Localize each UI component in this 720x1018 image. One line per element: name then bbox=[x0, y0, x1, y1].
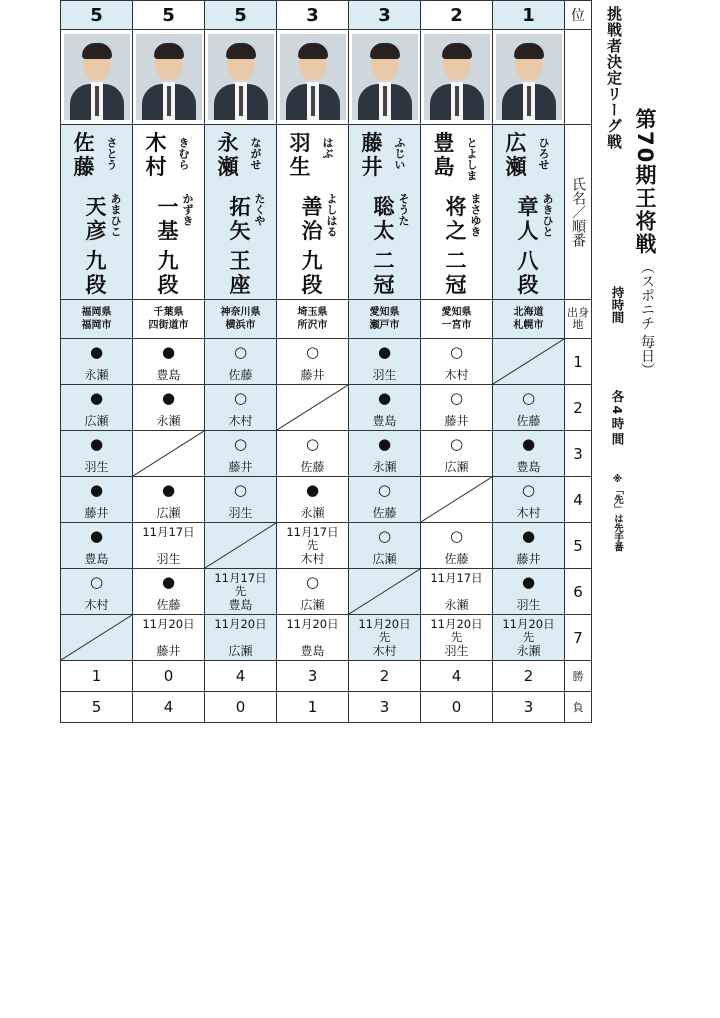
player-title: 王座 bbox=[229, 249, 251, 297]
player-rank: 1 bbox=[493, 1, 565, 30]
result-mark: ● bbox=[89, 389, 104, 407]
round-row bbox=[61, 431, 592, 477]
opponent-name: 豊島 bbox=[300, 644, 325, 658]
opponent-name: 広瀬 bbox=[84, 414, 109, 428]
result-mark: ● bbox=[89, 481, 104, 499]
game-cell bbox=[349, 615, 421, 661]
bye-cell bbox=[61, 615, 133, 661]
game-cell bbox=[421, 431, 493, 477]
result-mark: ● bbox=[521, 435, 536, 453]
origin-city: 所沢市 bbox=[297, 320, 328, 331]
player-title: 九段 bbox=[85, 249, 107, 297]
opponent-name: 永瀬 bbox=[444, 598, 469, 612]
game-cell bbox=[61, 385, 133, 431]
opponent-name: 豊島 bbox=[228, 598, 253, 612]
player-title: 二冠 bbox=[373, 249, 395, 297]
game-cell bbox=[205, 385, 277, 431]
result-mark: ○ bbox=[449, 527, 464, 545]
result-mark: ○ bbox=[305, 343, 320, 361]
player-photo-cell bbox=[205, 30, 277, 125]
round-row bbox=[61, 523, 592, 569]
bye-slash bbox=[277, 385, 348, 430]
opponent-name: 佐藤 bbox=[372, 506, 397, 520]
origin-city: 福岡市 bbox=[81, 320, 112, 331]
opponent-name: 藤井 bbox=[228, 460, 253, 474]
result-mark: ● bbox=[521, 527, 536, 545]
opponent-name: 広瀬 bbox=[300, 598, 325, 612]
win-count: 3 bbox=[277, 661, 349, 692]
player-origin bbox=[421, 300, 493, 339]
result-mark: ○ bbox=[521, 481, 536, 499]
game-cell bbox=[61, 569, 133, 615]
player-name-cell bbox=[205, 125, 277, 300]
opponent-name: 広瀬 bbox=[444, 460, 469, 474]
origin-prefecture: 千葉県 bbox=[153, 307, 184, 318]
player-surname: 豊島 bbox=[433, 131, 455, 179]
sente-marker: 先 bbox=[378, 630, 391, 644]
result-mark: ○ bbox=[233, 481, 248, 499]
opponent-name: 木村 bbox=[228, 414, 253, 428]
player-photo-cell bbox=[349, 30, 421, 125]
player-origin bbox=[277, 300, 349, 339]
wins-label: 勝 bbox=[565, 661, 592, 692]
origin-prefecture: 愛知県 bbox=[441, 307, 472, 318]
loss-count: 1 bbox=[277, 692, 349, 723]
game-cell bbox=[277, 523, 349, 569]
loss-count: 3 bbox=[493, 692, 565, 723]
player-name-cell bbox=[277, 125, 349, 300]
game-cell bbox=[133, 477, 205, 523]
result-mark: ○ bbox=[305, 435, 320, 453]
time-label: 持時間 bbox=[610, 286, 625, 324]
game-cell bbox=[277, 339, 349, 385]
opponent-name: 永瀬 bbox=[156, 414, 181, 428]
player-photo bbox=[496, 34, 562, 120]
player-photo-cell bbox=[133, 30, 205, 125]
photo-row bbox=[61, 30, 592, 125]
player-title: 八段 bbox=[517, 249, 539, 297]
opponent-name: 永瀬 bbox=[372, 460, 397, 474]
round-number: 3 bbox=[565, 431, 592, 477]
origin-prefecture: 埼玉県 bbox=[297, 307, 328, 318]
given-name-reading: あまひこ bbox=[109, 193, 122, 237]
bye-slash bbox=[421, 477, 492, 522]
player-given-name: 善治 bbox=[301, 195, 323, 243]
scheduled-game bbox=[205, 572, 276, 598]
game-cell bbox=[61, 523, 133, 569]
result-mark: ○ bbox=[233, 389, 248, 407]
game-date: 11月20日 bbox=[502, 617, 555, 631]
result-mark: ○ bbox=[521, 389, 536, 407]
result-mark: ● bbox=[89, 343, 104, 361]
game-cell bbox=[421, 385, 493, 431]
game-date: 11月20日 bbox=[286, 617, 339, 631]
player-title: 九段 bbox=[157, 249, 179, 297]
player-title: 九段 bbox=[301, 249, 323, 297]
game-cell bbox=[133, 523, 205, 569]
opponent-name: 羽生 bbox=[156, 552, 181, 566]
game-date: 11月20日 bbox=[430, 617, 483, 631]
opponent-name: 藤井 bbox=[444, 414, 469, 428]
origin-label: 出身地 bbox=[565, 300, 592, 339]
origin-prefecture: 福岡県 bbox=[81, 307, 112, 318]
origin-city: 瀬戸市 bbox=[369, 320, 400, 331]
scheduled-game bbox=[133, 618, 204, 631]
loss-count: 0 bbox=[421, 692, 493, 723]
player-surname: 永瀬 bbox=[217, 131, 239, 179]
player-photo bbox=[136, 34, 202, 120]
surname-reading: ふじい bbox=[393, 137, 406, 170]
player-photo bbox=[280, 34, 346, 120]
opponent-name: 佐藤 bbox=[444, 552, 469, 566]
player-name-cell bbox=[349, 125, 421, 300]
surname-reading: ながせ bbox=[249, 137, 262, 170]
loss-count: 0 bbox=[205, 692, 277, 723]
origin-city: 横浜市 bbox=[225, 320, 256, 331]
scheduled-game bbox=[205, 618, 276, 631]
game-cell bbox=[349, 523, 421, 569]
opponent-name: 藤井 bbox=[516, 552, 541, 566]
player-title: 二冠 bbox=[445, 249, 467, 297]
given-name-reading: かずき bbox=[181, 193, 194, 226]
name-order-label: 氏名／順番 bbox=[565, 125, 592, 300]
surname-reading: とよしま bbox=[465, 137, 478, 181]
player-rank: 5 bbox=[133, 1, 205, 30]
win-count: 2 bbox=[349, 661, 421, 692]
game-cell bbox=[493, 477, 565, 523]
player-name-cell bbox=[421, 125, 493, 300]
sente-marker: 先 bbox=[450, 630, 463, 644]
sente-marker: 先 bbox=[306, 538, 319, 552]
bye-slash bbox=[205, 523, 276, 568]
result-mark: ● bbox=[521, 573, 536, 591]
bye-slash bbox=[61, 615, 132, 660]
game-cell bbox=[421, 569, 493, 615]
game-cell bbox=[133, 615, 205, 661]
opponent-name: 藤井 bbox=[84, 506, 109, 520]
origin-city: 四街道市 bbox=[148, 320, 189, 331]
round-number: 7 bbox=[565, 615, 592, 661]
opponent-name: 羽生 bbox=[372, 368, 397, 382]
bye-slash bbox=[493, 339, 564, 384]
bye-cell bbox=[493, 339, 565, 385]
rank-row bbox=[61, 1, 592, 30]
player-photo-cell bbox=[277, 30, 349, 125]
player-photo bbox=[424, 34, 490, 120]
game-date: 11月17日 bbox=[214, 571, 267, 585]
given-name-reading: あきひと bbox=[541, 193, 554, 237]
game-cell bbox=[349, 339, 421, 385]
opponent-name: 木村 bbox=[300, 552, 325, 566]
result-mark: ○ bbox=[449, 343, 464, 361]
opponent-name: 羽生 bbox=[516, 598, 541, 612]
surname-reading: きむら bbox=[177, 137, 190, 170]
result-mark: ● bbox=[161, 481, 176, 499]
game-date: 11月20日 bbox=[214, 617, 267, 631]
game-cell bbox=[205, 477, 277, 523]
game-cell bbox=[205, 431, 277, 477]
game-cell bbox=[493, 385, 565, 431]
opponent-name: 豊島 bbox=[156, 368, 181, 382]
surname-reading: ひろせ bbox=[537, 137, 550, 170]
opponent-name: 木村 bbox=[516, 506, 541, 520]
rank-label: 位 bbox=[565, 1, 592, 30]
game-cell bbox=[133, 339, 205, 385]
loss-count: 5 bbox=[61, 692, 133, 723]
game-cell bbox=[421, 615, 493, 661]
opponent-name: 永瀬 bbox=[84, 368, 109, 382]
opponent-name: 永瀬 bbox=[300, 506, 325, 520]
opponent-name: 木村 bbox=[444, 368, 469, 382]
sente-marker: 先 bbox=[522, 630, 535, 644]
player-surname: 広瀬 bbox=[505, 131, 527, 179]
win-count: 1 bbox=[61, 661, 133, 692]
player-rank: 3 bbox=[349, 1, 421, 30]
tournament-title: 第70期王将戦 bbox=[633, 108, 657, 257]
game-cell bbox=[349, 385, 421, 431]
origin-prefecture: 神奈川県 bbox=[220, 307, 261, 318]
scheduled-game bbox=[349, 618, 420, 644]
result-mark: ○ bbox=[377, 527, 392, 545]
player-origin bbox=[493, 300, 565, 339]
player-name-cell bbox=[133, 125, 205, 300]
game-cell bbox=[493, 523, 565, 569]
player-given-name: 章人 bbox=[517, 195, 539, 243]
game-cell bbox=[493, 569, 565, 615]
round-number: 6 bbox=[565, 569, 592, 615]
opponent-name: 広瀬 bbox=[156, 506, 181, 520]
player-given-name: 拓矢 bbox=[229, 195, 251, 243]
player-origin bbox=[349, 300, 421, 339]
origin-prefecture: 愛知県 bbox=[369, 307, 400, 318]
result-mark: ● bbox=[377, 389, 392, 407]
scheduled-game bbox=[421, 572, 492, 585]
game-cell bbox=[277, 431, 349, 477]
scheduled-game bbox=[421, 618, 492, 644]
game-cell bbox=[493, 431, 565, 477]
player-name-cell bbox=[493, 125, 565, 300]
sponsor-label: （スポニチ 毎日） bbox=[639, 260, 655, 377]
opponent-name: 広瀬 bbox=[228, 644, 253, 658]
player-rank: 5 bbox=[205, 1, 277, 30]
result-mark: ● bbox=[377, 435, 392, 453]
result-mark: ○ bbox=[233, 343, 248, 361]
round-number: 4 bbox=[565, 477, 592, 523]
scheduled-game bbox=[493, 618, 564, 644]
player-given-name: 将之 bbox=[445, 195, 467, 243]
game-cell bbox=[349, 477, 421, 523]
result-mark: ○ bbox=[449, 389, 464, 407]
opponent-name: 羽生 bbox=[84, 460, 109, 474]
game-date: 11月17日 bbox=[142, 525, 195, 539]
origin-city: 一宮市 bbox=[441, 320, 472, 331]
opponent-name: 木村 bbox=[84, 598, 109, 612]
win-count: 4 bbox=[421, 661, 493, 692]
game-cell bbox=[205, 569, 277, 615]
result-mark: ● bbox=[161, 389, 176, 407]
game-cell bbox=[277, 569, 349, 615]
photo-label-cell bbox=[565, 30, 592, 125]
given-name-reading: まさゆき bbox=[469, 193, 482, 237]
origin-city: 札幌市 bbox=[513, 320, 544, 331]
opponent-name: 豊島 bbox=[372, 414, 397, 428]
player-surname: 木村 bbox=[145, 131, 167, 179]
result-mark: ● bbox=[305, 481, 320, 499]
player-rank: 5 bbox=[61, 1, 133, 30]
given-name-reading: たくや bbox=[253, 193, 266, 226]
player-surname: 藤井 bbox=[361, 131, 383, 179]
bye-cell bbox=[349, 569, 421, 615]
time-value: 各4時間 bbox=[610, 390, 625, 449]
scheduled-game bbox=[277, 526, 348, 552]
opponent-name: 羽生 bbox=[228, 506, 253, 520]
game-cell bbox=[493, 615, 565, 661]
bye-cell bbox=[421, 477, 493, 523]
player-photo-cell bbox=[493, 30, 565, 125]
round-row bbox=[61, 569, 592, 615]
result-mark: ● bbox=[161, 573, 176, 591]
opponent-name: 佐藤 bbox=[228, 368, 253, 382]
player-given-name: 天彦 bbox=[85, 195, 107, 243]
bye-cell bbox=[277, 385, 349, 431]
player-photo bbox=[352, 34, 418, 120]
player-given-name: 聡太 bbox=[373, 195, 395, 243]
scheduled-game bbox=[133, 526, 204, 539]
player-name-cell bbox=[61, 125, 133, 300]
result-mark: ● bbox=[161, 343, 176, 361]
result-mark: ○ bbox=[233, 435, 248, 453]
opponent-name: 佐藤 bbox=[300, 460, 325, 474]
loss-count: 3 bbox=[349, 692, 421, 723]
player-photo bbox=[208, 34, 274, 120]
round-row bbox=[61, 385, 592, 431]
player-origin bbox=[133, 300, 205, 339]
round-number: 2 bbox=[565, 385, 592, 431]
result-mark: ● bbox=[377, 343, 392, 361]
game-cell bbox=[205, 615, 277, 661]
game-date: 11月20日 bbox=[358, 617, 411, 631]
result-mark: ○ bbox=[377, 481, 392, 499]
bye-slash bbox=[349, 569, 420, 614]
given-name-reading: よしはる bbox=[325, 193, 338, 237]
opponent-name: 藤井 bbox=[300, 368, 325, 382]
surname-reading: さとう bbox=[105, 137, 118, 170]
player-rank: 3 bbox=[277, 1, 349, 30]
round-number: 5 bbox=[565, 523, 592, 569]
round-row bbox=[61, 615, 592, 661]
player-origin bbox=[205, 300, 277, 339]
given-name-reading: そうた bbox=[397, 193, 410, 226]
wins-row bbox=[61, 661, 592, 692]
result-mark: ○ bbox=[305, 573, 320, 591]
sente-note: ※「先」は先手番 bbox=[612, 474, 623, 552]
player-photo bbox=[64, 34, 130, 120]
opponent-name: 羽生 bbox=[444, 644, 469, 658]
game-cell bbox=[277, 615, 349, 661]
game-cell bbox=[61, 477, 133, 523]
game-cell bbox=[61, 339, 133, 385]
name-row bbox=[61, 125, 592, 300]
player-given-name: 一基 bbox=[157, 195, 179, 243]
scheduled-game bbox=[277, 618, 348, 631]
bye-cell bbox=[133, 431, 205, 477]
round-row bbox=[61, 339, 592, 385]
player-origin bbox=[61, 300, 133, 339]
player-photo-cell bbox=[61, 30, 133, 125]
game-cell bbox=[277, 477, 349, 523]
opponent-name: 木村 bbox=[372, 644, 397, 658]
game-cell bbox=[61, 431, 133, 477]
opponent-name: 豊島 bbox=[84, 552, 109, 566]
bye-slash bbox=[133, 431, 204, 476]
game-cell bbox=[421, 523, 493, 569]
result-mark: ○ bbox=[89, 573, 104, 591]
bye-cell bbox=[205, 523, 277, 569]
opponent-name: 佐藤 bbox=[516, 414, 541, 428]
player-surname: 羽生 bbox=[289, 131, 311, 179]
game-date: 11月17日 bbox=[430, 571, 483, 585]
win-count: 4 bbox=[205, 661, 277, 692]
opponent-name: 豊島 bbox=[516, 460, 541, 474]
game-cell bbox=[205, 339, 277, 385]
losses-row bbox=[61, 692, 592, 723]
league-table bbox=[60, 0, 592, 723]
win-count: 2 bbox=[493, 661, 565, 692]
player-surname: 佐藤 bbox=[73, 131, 95, 179]
result-mark: ○ bbox=[449, 435, 464, 453]
origin-row bbox=[61, 300, 592, 339]
opponent-name: 永瀬 bbox=[516, 644, 541, 658]
round-number: 1 bbox=[565, 339, 592, 385]
player-rank: 2 bbox=[421, 1, 493, 30]
win-count: 0 bbox=[133, 661, 205, 692]
player-photo-cell bbox=[421, 30, 493, 125]
game-cell bbox=[421, 339, 493, 385]
opponent-name: 藤井 bbox=[156, 644, 181, 658]
game-cell bbox=[133, 569, 205, 615]
game-date: 11月20日 bbox=[142, 617, 195, 631]
loss-count: 4 bbox=[133, 692, 205, 723]
game-date: 11月17日 bbox=[286, 525, 339, 539]
round-row bbox=[61, 477, 592, 523]
game-cell bbox=[133, 385, 205, 431]
origin-prefecture: 北海道 bbox=[513, 307, 544, 318]
sente-marker: 先 bbox=[234, 584, 247, 598]
opponent-name: 佐藤 bbox=[156, 598, 181, 612]
game-cell bbox=[349, 431, 421, 477]
league-subtitle: 挑戦者決定リーグ戦 bbox=[605, 6, 623, 150]
surname-reading: はぶ bbox=[321, 137, 334, 159]
losses-label: 負 bbox=[565, 692, 592, 723]
result-mark: ● bbox=[89, 527, 104, 545]
result-mark: ● bbox=[89, 435, 104, 453]
opponent-name: 広瀬 bbox=[372, 552, 397, 566]
